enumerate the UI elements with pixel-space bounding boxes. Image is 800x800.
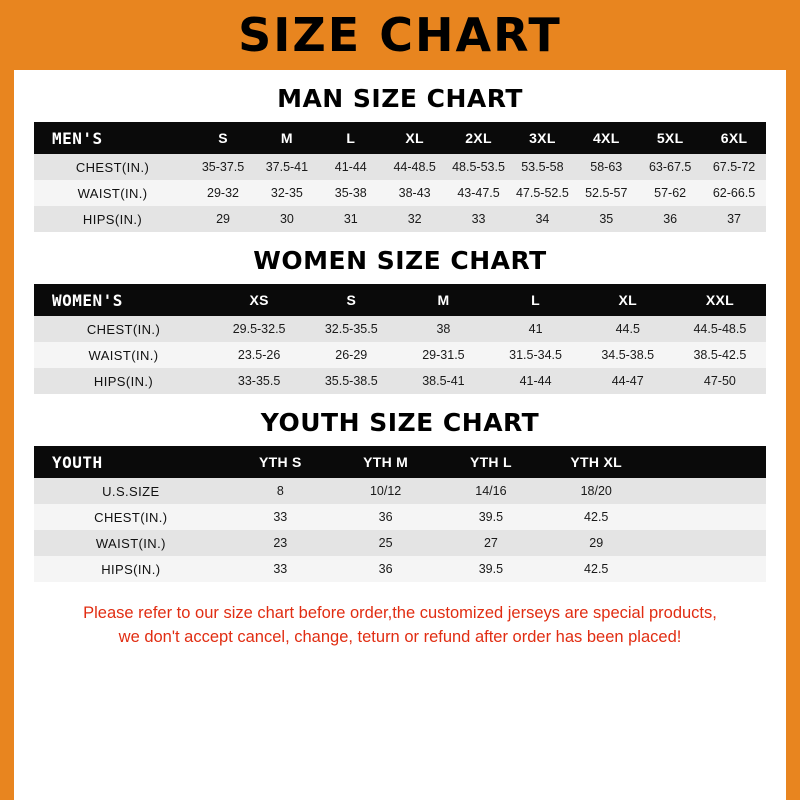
- youth-waist-s: 23: [228, 530, 333, 556]
- man-waist-xl: 38-43: [383, 180, 447, 206]
- youth-hips-xl: 42.5: [544, 556, 649, 582]
- youth-row-label-waist: WAIST(IN.): [34, 530, 228, 556]
- women-col-header-s: S: [305, 284, 397, 316]
- man-waist-m: 32-35: [255, 180, 319, 206]
- women-chest-l: 41: [490, 316, 582, 342]
- youth-ussize-l: 14/16: [438, 478, 543, 504]
- man-waist-3xl: 47.5-52.5: [510, 180, 574, 206]
- youth-hips-s: 33: [228, 556, 333, 582]
- women-hips-xxl: 47-50: [674, 368, 766, 394]
- women-col-header-l: L: [490, 284, 582, 316]
- table-header-row: [34, 446, 766, 478]
- man-chest-xl: 44-48.5: [383, 154, 447, 180]
- youth-col-header-l: YTH L: [438, 446, 543, 478]
- man-waist-s: 29-32: [191, 180, 255, 206]
- footer-line-2: we don't accept cancel, change, teturn or refund after order has been placed!: [118, 627, 682, 646]
- table-header-row: [34, 284, 766, 316]
- women-chest-xl: 44.5: [582, 316, 674, 342]
- women-hips-xs: 33-35.5: [213, 368, 305, 394]
- youth-waist-l: 27: [438, 530, 543, 556]
- man-chest-6xl: 67.5-72: [702, 154, 766, 180]
- table-row: [34, 530, 766, 556]
- man-waist-5xl: 57-62: [638, 180, 702, 206]
- page-title: SIZE CHART: [238, 8, 562, 62]
- section-title-youth: YOUTH SIZE CHART: [260, 408, 540, 437]
- man-hips-5xl: 36: [638, 206, 702, 232]
- women-table-body: [34, 316, 766, 394]
- youth-chest-m: 36: [333, 504, 438, 530]
- women-hips-m: 38.5-41: [397, 368, 489, 394]
- section-man: [34, 84, 766, 232]
- man-hips-2xl: 33: [447, 206, 511, 232]
- youth-col-header-spacer: [649, 446, 766, 478]
- man-col-header-3xl: 3XL: [510, 122, 574, 154]
- table-row: [34, 154, 766, 180]
- youth-waist-m: 25: [333, 530, 438, 556]
- footer-disclaimer: [34, 596, 766, 650]
- man-waist-l: 35-38: [319, 180, 383, 206]
- women-col-header-xs: XS: [213, 284, 305, 316]
- youth-row-label-ussize: U.S.SIZE: [34, 478, 228, 504]
- youth-col-header-xl: YTH XL: [544, 446, 649, 478]
- table-row: [34, 342, 766, 368]
- youth-col-header-s: YTH S: [228, 446, 333, 478]
- man-col-header-s: S: [191, 122, 255, 154]
- section-women: [34, 246, 766, 394]
- man-waist-4xl: 52.5-57: [574, 180, 638, 206]
- man-row-label-waist: WAIST(IN.): [34, 180, 191, 206]
- man-waist-2xl: 43-47.5: [447, 180, 511, 206]
- table-row: [34, 206, 766, 232]
- man-header-label: MEN'S: [34, 122, 191, 154]
- man-chest-s: 35-37.5: [191, 154, 255, 180]
- table-header-row: [34, 122, 766, 154]
- man-row-label-hips: HIPS(IN.): [34, 206, 191, 232]
- women-waist-xs: 23.5-26: [213, 342, 305, 368]
- header-band: [0, 0, 800, 70]
- man-col-header-m: M: [255, 122, 319, 154]
- women-col-header-m: M: [397, 284, 489, 316]
- youth-ussize-spacer: [649, 478, 766, 504]
- man-col-header-5xl: 5XL: [638, 122, 702, 154]
- women-waist-l: 31.5-34.5: [490, 342, 582, 368]
- man-chest-m: 37.5-41: [255, 154, 319, 180]
- youth-ussize-xl: 18/20: [544, 478, 649, 504]
- youth-header-label: YOUTH: [34, 446, 228, 478]
- man-chest-5xl: 63-67.5: [638, 154, 702, 180]
- man-hips-3xl: 34: [510, 206, 574, 232]
- women-waist-m: 29-31.5: [397, 342, 489, 368]
- youth-row-label-chest: CHEST(IN.): [34, 504, 228, 530]
- man-chest-4xl: 58-63: [574, 154, 638, 180]
- table-row: [34, 368, 766, 394]
- youth-hips-l: 39.5: [438, 556, 543, 582]
- man-hips-l: 31: [319, 206, 383, 232]
- section-youth: [34, 408, 766, 582]
- youth-ussize-m: 10/12: [333, 478, 438, 504]
- women-waist-xxl: 38.5-42.5: [674, 342, 766, 368]
- youth-table-head: [34, 446, 766, 478]
- youth-waist-spacer: [649, 530, 766, 556]
- youth-chest-l: 39.5: [438, 504, 543, 530]
- man-hips-s: 29: [191, 206, 255, 232]
- youth-chest-spacer: [649, 504, 766, 530]
- table-row: [34, 504, 766, 530]
- man-chest-3xl: 53.5-58: [510, 154, 574, 180]
- women-col-header-xxl: XXL: [674, 284, 766, 316]
- man-col-header-4xl: 4XL: [574, 122, 638, 154]
- man-col-header-xl: XL: [383, 122, 447, 154]
- women-chest-s: 32.5-35.5: [305, 316, 397, 342]
- man-row-label-chest: CHEST(IN.): [34, 154, 191, 180]
- youth-table-body: [34, 478, 766, 582]
- table-row: [34, 556, 766, 582]
- youth-chest-s: 33: [228, 504, 333, 530]
- women-header-label: WOMEN'S: [34, 284, 213, 316]
- youth-waist-xl: 29: [544, 530, 649, 556]
- table-row: [34, 478, 766, 504]
- women-row-label-waist: WAIST(IN.): [34, 342, 213, 368]
- man-chest-l: 41-44: [319, 154, 383, 180]
- youth-hips-spacer: [649, 556, 766, 582]
- man-waist-6xl: 62-66.5: [702, 180, 766, 206]
- man-chest-2xl: 48.5-53.5: [447, 154, 511, 180]
- women-chest-xxl: 44.5-48.5: [674, 316, 766, 342]
- section-title-man: MAN SIZE CHART: [277, 84, 523, 113]
- man-table-head: [34, 122, 766, 154]
- women-hips-s: 35.5-38.5: [305, 368, 397, 394]
- youth-chest-xl: 42.5: [544, 504, 649, 530]
- table-row: [34, 316, 766, 342]
- youth-ussize-s: 8: [228, 478, 333, 504]
- footer-line-1: Please refer to our size chart before order,the customized jerseys are special products,: [83, 604, 717, 622]
- man-hips-6xl: 37: [702, 206, 766, 232]
- man-hips-4xl: 35: [574, 206, 638, 232]
- section-title-women: WOMEN SIZE CHART: [253, 246, 547, 275]
- women-waist-xl: 34.5-38.5: [582, 342, 674, 368]
- women-chest-xs: 29.5-32.5: [213, 316, 305, 342]
- women-size-table: [34, 284, 766, 394]
- women-hips-xl: 44-47: [582, 368, 674, 394]
- women-waist-s: 26-29: [305, 342, 397, 368]
- women-hips-l: 41-44: [490, 368, 582, 394]
- women-row-label-hips: HIPS(IN.): [34, 368, 213, 394]
- charts-container: [14, 84, 786, 650]
- table-row: [34, 180, 766, 206]
- youth-hips-m: 36: [333, 556, 438, 582]
- women-row-label-chest: CHEST(IN.): [34, 316, 213, 342]
- women-col-header-xl: XL: [582, 284, 674, 316]
- man-table-body: [34, 154, 766, 232]
- youth-col-header-m: YTH M: [333, 446, 438, 478]
- man-size-table: [34, 122, 766, 232]
- women-chest-m: 38: [397, 316, 489, 342]
- women-table-head: [34, 284, 766, 316]
- man-col-header-6xl: 6XL: [702, 122, 766, 154]
- man-hips-xl: 32: [383, 206, 447, 232]
- man-hips-m: 30: [255, 206, 319, 232]
- man-col-header-l: L: [319, 122, 383, 154]
- youth-row-label-hips: HIPS(IN.): [34, 556, 228, 582]
- youth-size-table: [34, 446, 766, 582]
- man-col-header-2xl: 2XL: [447, 122, 511, 154]
